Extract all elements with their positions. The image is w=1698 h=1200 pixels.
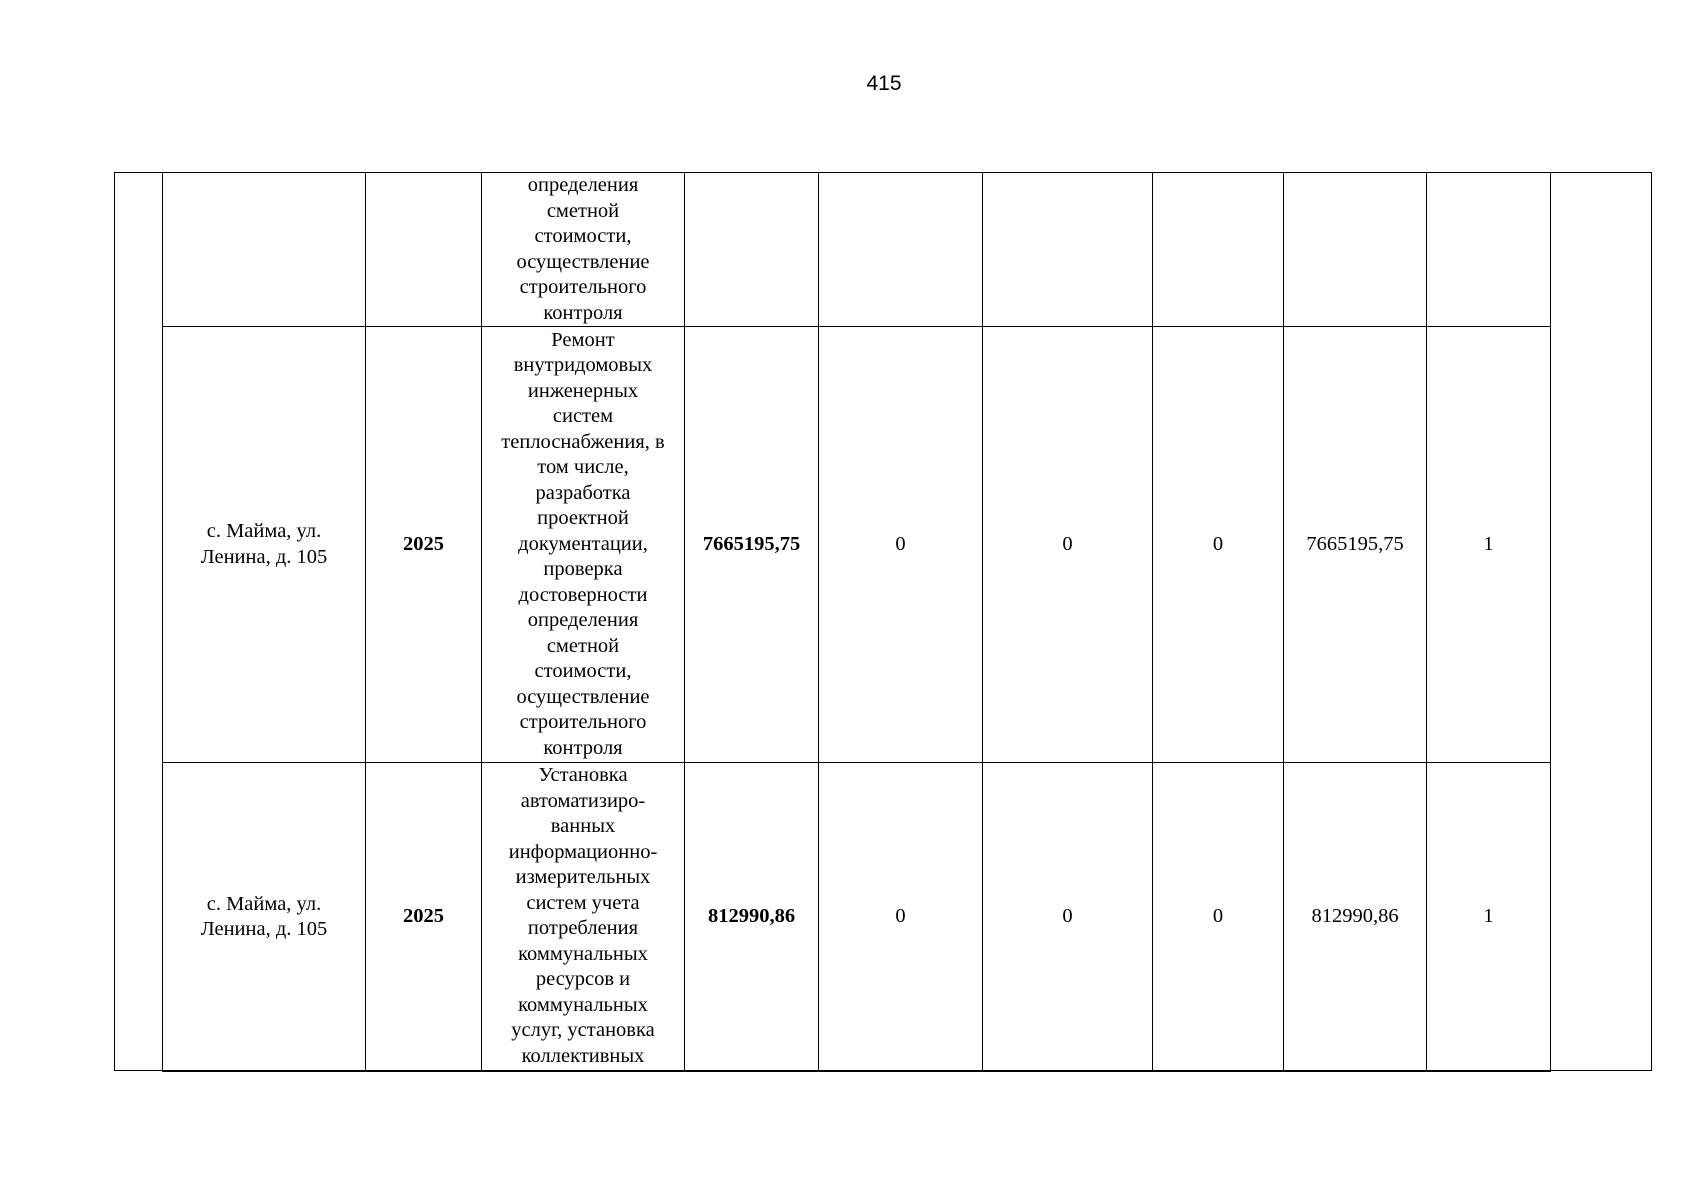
year-cell — [366, 173, 482, 327]
year-cell: 2025 — [366, 327, 482, 763]
value-cell: 0 — [1153, 327, 1284, 763]
description-text: определения сметной стоимости, осуществление строительного контроля — [516, 174, 650, 324]
value-cell — [1284, 173, 1427, 327]
description-text: Ремонт внутридомовых инженерных систем теплоснабжения, в том числе, разработка проектной документации, проверка достоверности определения сметной стоимости, осуществление строительного контроля — [501, 328, 665, 759]
address-cell — [163, 173, 366, 327]
table-row — [163, 763, 1551, 1072]
value-cell: 0 — [819, 327, 983, 763]
total-cell — [685, 173, 819, 327]
value-cell: 0 — [983, 763, 1153, 1072]
value-cell: 0 — [983, 327, 1153, 763]
count-cell — [1427, 173, 1551, 327]
table-frame — [114, 172, 1652, 1071]
value-cell — [983, 173, 1153, 327]
count-cell: 1 — [1427, 763, 1551, 1072]
address-cell: с. Майма, ул. Ленина, д. 105 — [163, 763, 366, 1072]
value-cell: 7665195,75 — [1284, 327, 1427, 763]
description-cell — [482, 327, 685, 763]
value-cell — [1153, 173, 1284, 327]
value-cell — [819, 173, 983, 327]
data-table — [162, 172, 1551, 1072]
count-cell: 1 — [1427, 327, 1551, 763]
year-cell: 2025 — [366, 763, 482, 1072]
description-cell — [482, 763, 685, 1072]
value-cell: 0 — [819, 763, 983, 1072]
address-cell: с. Майма, ул. Ленина, д. 105 — [163, 327, 366, 763]
page-number: 415 — [866, 72, 902, 95]
value-cell: 812990,86 — [1284, 763, 1427, 1072]
table-row — [163, 327, 1551, 763]
total-cell: 7665195,75 — [685, 327, 819, 763]
description-text: Установка автоматизиро- ванных информационно- измерительных систем учета потребления коммунальных ресурсов и коммунальных услуг, установка коллективных — [508, 764, 658, 1067]
total-cell: 812990,86 — [685, 763, 819, 1072]
description-cell — [482, 173, 685, 327]
value-cell: 0 — [1153, 763, 1284, 1072]
table-row — [163, 173, 1551, 327]
